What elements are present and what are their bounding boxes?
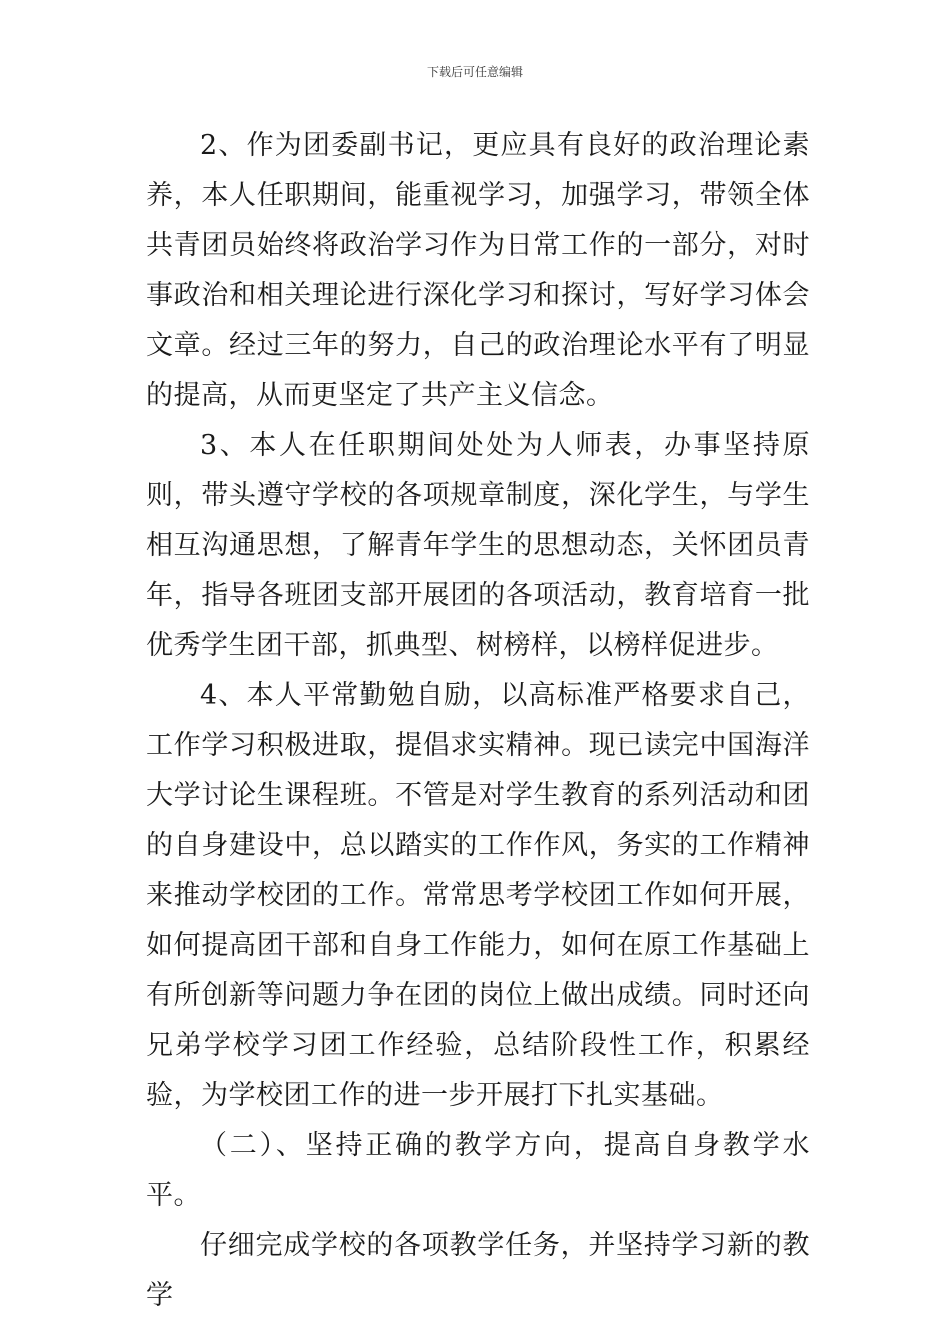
- document-body: [146, 121, 810, 1321]
- page-header: 下载后可任意编辑: [426, 65, 523, 79]
- paragraph-item-3: 3、本人在任职期间处处为人师表，办事坚持原则，带头遵守学校的各项规章制度，深化学生，与学生相互沟通思想，了解青年学生的思想动态，关怀团员青年，指导各班团支部开展团的各项活动，教育培育一批优秀学生团干部，抓典型、树榜样，以榜样促进步。: [146, 430, 810, 661]
- paragraph-item-2: 2、作为团委副书记，更应具有良好的政治理论素养，本人任职期间，能重视学习，加强学习，带领全体共青团员始终将政治学习作为日常工作的一部分，对时事政治和相关理论进行深化学习和探讨，写好学习体会文章。经过三年的努力，自己的政治理论水平有了明显的提高，从而更坚定了共产主义信念。: [146, 130, 810, 411]
- section-heading: （二）、坚持正确的教学方向，提高自身教学水平。: [146, 1130, 810, 1211]
- paragraph-item-4: 4、本人平常勤勉自励，以高标准严格要求自己，工作学习积极进取，提倡求实精神。现已读完中国海洋大学讨论生课程班。不管是对学生教育的系列活动和团的自身建设中，总以踏实的工作作风，务实的工作精神来推动学校团的工作。常常思考学校团工作如何开展，如何提高团干部和自身工作能力，如何在原工作基础上有所创新等问题力争在团的岗位上做出成绩。同时还向兄弟学校学习团工作经验，总结阶段性工作，积累经验，为学校团工作的进一步开展打下扎实基础。: [146, 680, 810, 1111]
- paragraph-teaching: 仔细完成学校的各项教学任务，并坚持学习新的教学: [146, 1230, 810, 1311]
